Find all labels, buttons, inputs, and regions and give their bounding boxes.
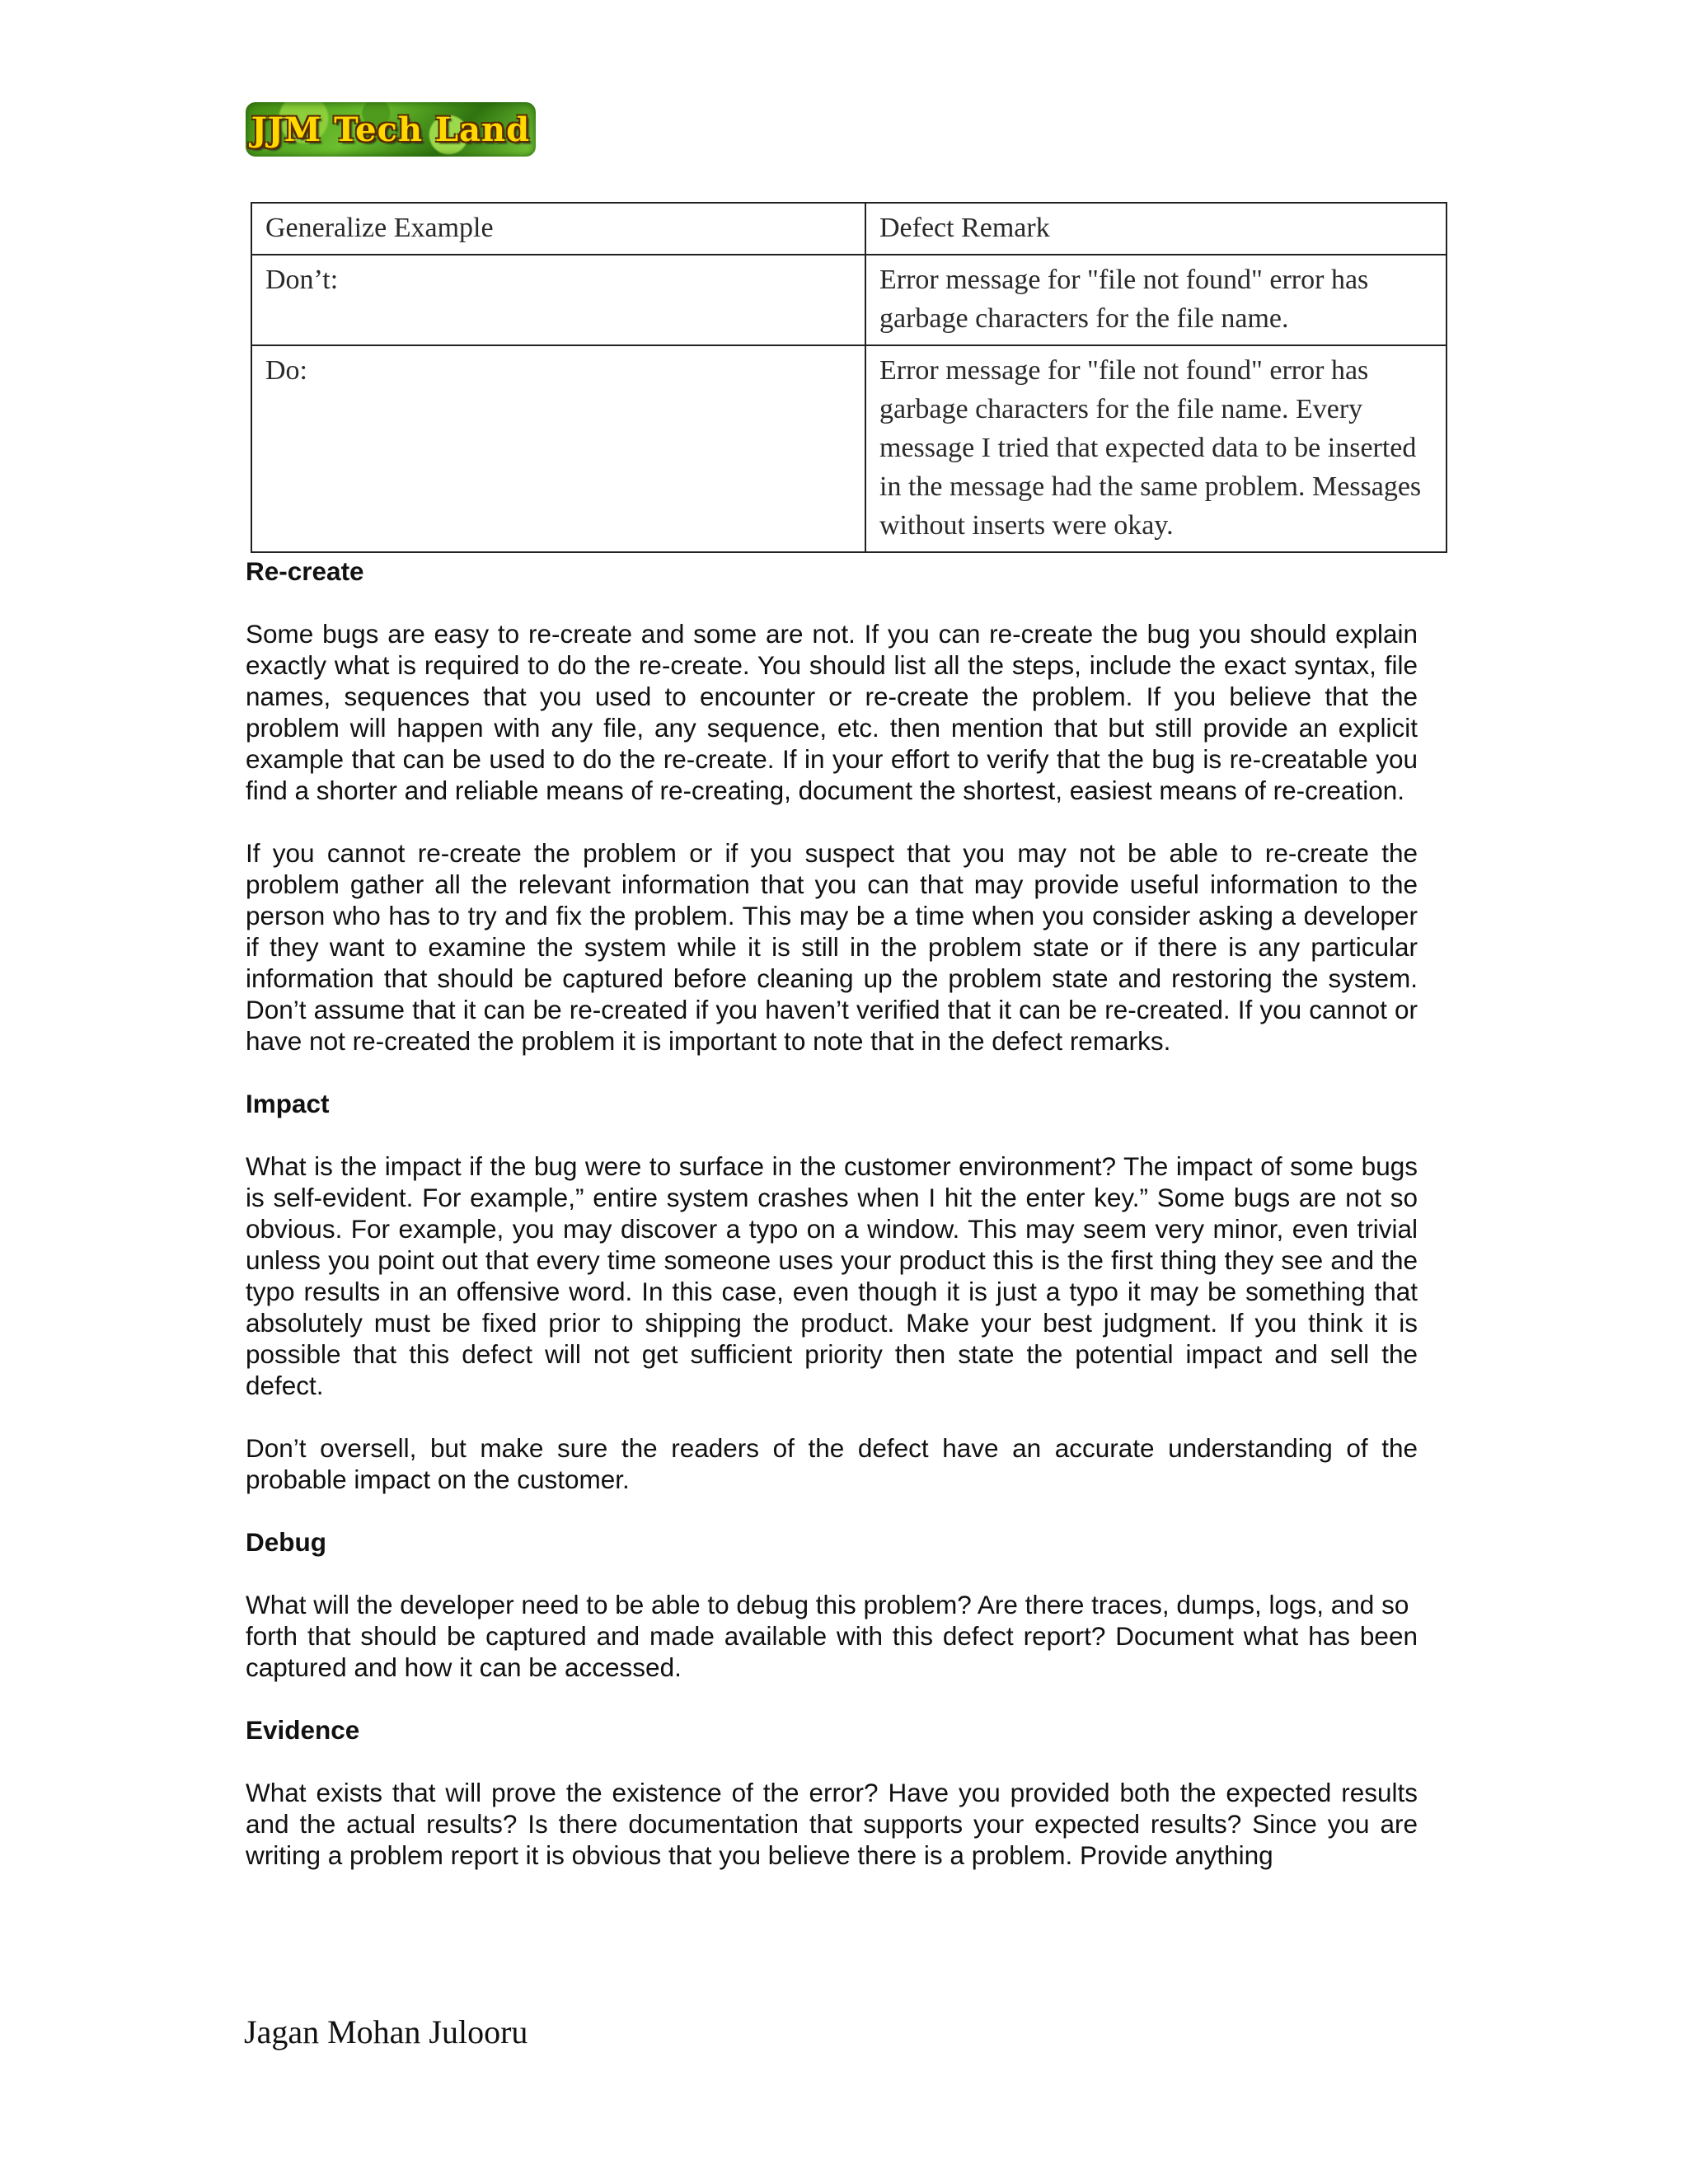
table-row: [251, 255, 1447, 345]
section-title-debug: Debug: [246, 1527, 326, 1557]
debug-line-2: forth that should be captured and made available with this defect report? Document what has been captured and how it can be accessed.: [246, 1621, 1418, 1682]
document-body: [246, 555, 1418, 1902]
impact-paragraph-1: What is the impact if the bug were to surface in the customer environment? The impact of some bugs is self-evident. For example,” entire system crashes when I hit the enter key.” Some bugs are not so obvious. For example, you may discover a typo on a window. This may seem very minor, even trivial unless you point out that every time someone uses your product this is the first thing they see and the typo results in an offensive word. In this case, even though it is just a typo it may be something that absolutely must be fixed prior to shipping the product. Make your best judgment. If you think it is possible that this defect will not get sufficient priority then state the potential impact and sell the defect.: [246, 1151, 1418, 1400]
table-row: [251, 345, 1447, 552]
recreate-paragraph-2: If you cannot re-create the problem or if you suspect that you may not be able to re-create the problem gather all the relevant information that you can that may provide useful information to the person who has to try and fix the problem. This may be a time when you consider asking a developer if they want to examine the system while it is still in the problem state or if there is any particular information that should be captured before cleaning up the problem state and restoring the system. Don’t assume that it can be re-created if you haven’t verified that it can be re-created. If you cannot or have not re-created the problem it is important to note that in the defect remarks.: [246, 838, 1418, 1056]
logo-text: JJM Tech Land: [251, 110, 531, 149]
table-cell-label: Don’t:: [251, 255, 865, 345]
footer-author: Jagan Mohan Julooru: [244, 2013, 528, 2050]
recreate-paragraph-1: Some bugs are easy to re-create and some are not. If you can re-create the bug you should explain exactly what is required to do the re-create. You should list all the steps, include the exact syntax, file names, sequences that you used to encounter or re-create the problem. If you believe that the problem will happen with any file, any sequence, etc. then mention that but still provide an explicit example that can be used to do the re-create. If in your effort to verify that the bug is re-creatable you find a shorter and reliable means of re-creating, document the shortest, easiest means of re-creation.: [246, 619, 1418, 805]
table-cell-remark: Error message for "file not found" error has garbage characters for the file name.: [865, 255, 1447, 345]
table-header-row: [251, 203, 1447, 255]
debug-line-1: What will the developer need to be able to debug this problem? Are there traces, dumps, logs, and so: [246, 1590, 1409, 1619]
table-header-example: Generalize Example: [251, 203, 865, 255]
section-title-impact: Impact: [246, 1089, 330, 1118]
logo: [246, 102, 536, 157]
debug-paragraph: [246, 1589, 1418, 1683]
table-header-remark: Defect Remark: [865, 203, 1447, 255]
table-cell-label: Do:: [251, 345, 865, 552]
evidence-paragraph-1: What exists that will prove the existence of the error? Have you provided both the expected results and the actual results? Is there documentation that supports your expected results? Since you are writing a problem report it is obvious that you believe there is a problem. Provide anything: [246, 1778, 1418, 1870]
defect-remark-table: [251, 202, 1447, 553]
section-title-recreate: Re-create: [246, 556, 364, 586]
section-title-evidence: Evidence: [246, 1715, 360, 1745]
impact-paragraph-2: Don’t oversell, but make sure the readers of the defect have an accurate understanding of the probable impact on the customer.: [246, 1433, 1418, 1494]
table-cell-remark: Error message for "file not found" error has garbage characters for the file name. Every message I tried that expected data to be inserted in the message had the same problem. Messages without inserts were okay.: [865, 345, 1447, 552]
